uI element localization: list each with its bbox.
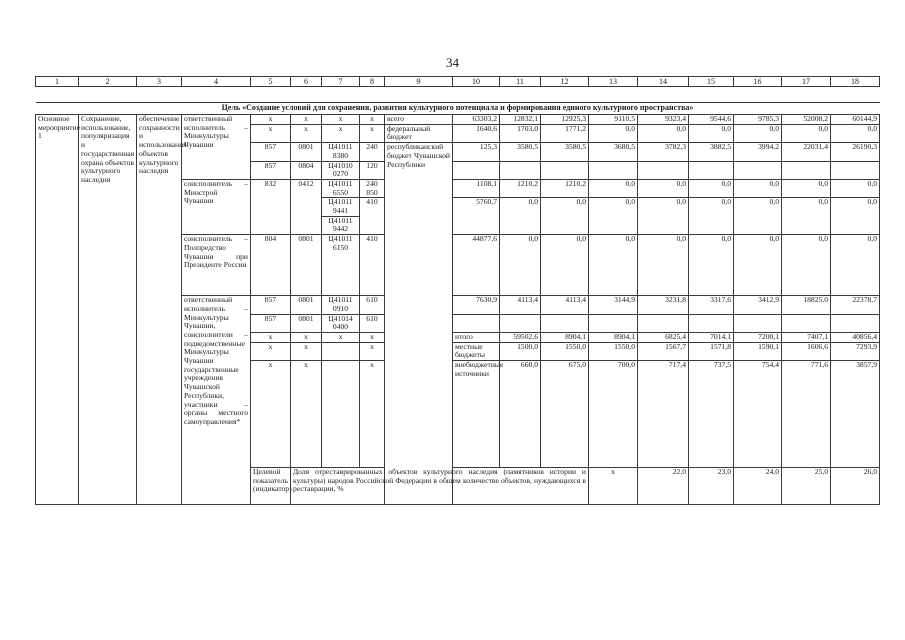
value-cell: 0,0: [734, 198, 782, 235]
value-cell: [831, 314, 880, 332]
value-cell: 1703,0: [500, 124, 541, 142]
value-cell: [541, 161, 589, 179]
col-number: 1: [36, 77, 79, 87]
executor-cell: ответственный исполнитель – Минкультуры Чувашии: [182, 115, 251, 180]
section-cell: х: [291, 361, 322, 468]
section-cell: 0801: [291, 235, 322, 296]
value-cell: 1210,2: [541, 179, 589, 197]
page-number: 34: [446, 55, 459, 70]
col-number: 3: [137, 77, 182, 87]
value-cell: 25,0: [782, 468, 831, 505]
col-number: 5: [251, 77, 291, 87]
value-cell: 0,0: [589, 198, 638, 235]
value-cell: [589, 314, 638, 332]
value-cell: 60144,9: [831, 115, 880, 125]
value-cell: 9110,5: [589, 115, 638, 125]
value-cell: 0,0: [831, 124, 880, 142]
grbs-cell: 804: [251, 235, 291, 296]
value-cell: 26,0: [831, 468, 880, 505]
value-cell: 26190,3: [831, 143, 880, 161]
value-cell: 8904,1: [541, 332, 589, 342]
value-cell: 0,0: [689, 198, 734, 235]
section-cell: 0412: [291, 179, 322, 234]
value-cell: 717,4: [638, 361, 689, 468]
value-cell: [589, 161, 638, 179]
value-cell: 0,0: [638, 124, 689, 142]
target-code-cell: Ц41010 0270: [322, 161, 360, 179]
value-cell: 22,0: [638, 468, 689, 505]
col-number: 8: [360, 77, 385, 87]
value-cell: 18825,0: [782, 296, 831, 314]
indicator-text: Доля отреставрированных объектов культурного наследия (памятников истории и культуры) народов Российской Федерации в общем количестве объектов, нуждающихся в реставрации, %: [291, 468, 589, 505]
indicator-x: х: [589, 468, 638, 505]
value-cell: 7407,1: [782, 332, 831, 342]
section-cell: 0804: [291, 161, 322, 179]
col-number: 11: [500, 77, 541, 87]
value-cell: 1500,0: [500, 342, 541, 360]
value-cell: 0,0: [831, 235, 880, 296]
value-cell: 59502,6: [500, 332, 541, 342]
value-cell: 63303,2: [453, 115, 500, 125]
expense-type-cell: 610: [360, 314, 385, 332]
source-cell: итого: [453, 332, 500, 342]
target-code-cell: Ц41011 9441: [322, 198, 360, 216]
value-cell: 12832,1: [500, 115, 541, 125]
expense-type-value: 850: [366, 187, 378, 197]
value-cell: 0,0: [831, 179, 880, 197]
value-cell: [831, 161, 880, 179]
value-cell: 0,0: [734, 124, 782, 142]
source-cell: всего: [385, 115, 453, 125]
value-cell: 9323,4: [638, 115, 689, 125]
value-cell: 3317,6: [689, 296, 734, 314]
value-cell: 22031,4: [782, 143, 831, 161]
value-cell: 0,0: [589, 124, 638, 142]
expense-type-value: 240: [366, 178, 378, 188]
target-code-cell: Ц41011 9442: [322, 216, 360, 234]
expense-type-cell: 410: [360, 235, 385, 296]
grbs-cell: 857: [251, 143, 291, 161]
value-cell: 40856,4: [831, 332, 880, 342]
value-cell: 0,0: [541, 198, 589, 235]
col-number: 12: [541, 77, 589, 87]
value-cell: 3882,5: [689, 143, 734, 161]
value-cell: 4113,4: [500, 296, 541, 314]
value-cell: [689, 314, 734, 332]
grbs-cell: 857: [251, 161, 291, 179]
value-cell: [689, 161, 734, 179]
col-number: 16: [734, 77, 782, 87]
source-cell: республиканский бюджет Чувашской Республики: [385, 143, 453, 505]
value-cell: 3412,9: [734, 296, 782, 314]
value-cell: [500, 161, 541, 179]
value-cell: 0,0: [589, 179, 638, 197]
expense-type-cell: 410: [360, 198, 385, 235]
value-cell: 737,5: [689, 361, 734, 468]
expense-type-cell: 240: [360, 143, 385, 161]
col-number: 7: [322, 77, 360, 87]
value-cell: 7293,9: [831, 342, 880, 360]
col-number: 6: [291, 77, 322, 87]
value-cell: 3144,9: [589, 296, 638, 314]
value-cell: 3580,5: [541, 143, 589, 161]
grbs-cell: х: [251, 361, 291, 468]
goal-title: Цель «Создание условий для сохранения, развития культурного потенциала и формирования единого культурного пространства»: [36, 103, 880, 115]
value-cell: 7200,1: [734, 332, 782, 342]
grbs-cell: х: [251, 332, 291, 342]
value-cell: 3994,2: [734, 143, 782, 161]
value-cell: 0,0: [638, 179, 689, 197]
value-cell: 1606,6: [782, 342, 831, 360]
value-cell: 0,0: [831, 198, 880, 235]
col-number: 4: [182, 77, 251, 87]
value-cell: 0,0: [500, 198, 541, 235]
value-cell: 1550,0: [589, 342, 638, 360]
spacer: [36, 87, 880, 103]
value-cell: [734, 314, 782, 332]
value-cell: [541, 314, 589, 332]
expense-type-cell: х: [360, 332, 385, 342]
value-cell: 3580,5: [500, 143, 541, 161]
value-cell: [734, 161, 782, 179]
table-row: [36, 115, 880, 125]
value-cell: 3857,9: [831, 361, 880, 468]
value-cell: 12925,3: [541, 115, 589, 125]
executor-cell: соисполнитель – Минстрой Чувашии: [182, 179, 251, 234]
value-cell: 8904,1: [589, 332, 638, 342]
expense-type-cell: 120: [360, 161, 385, 179]
expense-type-cell: [360, 179, 385, 197]
value-cell: 22378,7: [831, 296, 880, 314]
value-cell: 9544,6: [689, 115, 734, 125]
value-cell: 3680,5: [589, 143, 638, 161]
value-cell: 0,0: [689, 179, 734, 197]
col-number: 15: [689, 77, 734, 87]
value-cell: 1771,2: [541, 124, 589, 142]
value-cell: 0,0: [782, 198, 831, 235]
col-number: 10: [453, 77, 500, 87]
column-number-row: [36, 77, 880, 87]
value-cell: 0,0: [500, 235, 541, 296]
target-code-cell: Ц41011 8380: [322, 143, 360, 161]
expense-type-cell: х: [360, 361, 385, 468]
value-cell: [638, 161, 689, 179]
value-cell: 1567,7: [638, 342, 689, 360]
value-cell: 1640,6: [453, 124, 500, 142]
measure-task: обеспечение сохранности и использования объектов культурного наследия: [137, 115, 182, 505]
section-cell: 0801: [291, 314, 322, 332]
col-number: 14: [638, 77, 689, 87]
value-cell: 52008,2: [782, 115, 831, 125]
expense-type-cell: х: [360, 115, 385, 125]
target-code-cell: [322, 361, 360, 468]
target-code-cell: х: [322, 115, 360, 125]
col-number: 9: [385, 77, 453, 87]
grbs-cell: х: [251, 342, 291, 360]
value-cell: 7014,1: [689, 332, 734, 342]
value-cell: 0,0: [638, 198, 689, 235]
value-cell: 0,0: [541, 235, 589, 296]
value-cell: 700,0: [589, 361, 638, 468]
value-cell: [453, 161, 500, 179]
value-cell: 9785,3: [734, 115, 782, 125]
target-code-cell: Ц41011 6150: [322, 235, 360, 296]
expense-type-cell: х: [360, 124, 385, 142]
value-cell: 3782,3: [638, 143, 689, 161]
value-cell: 0,0: [782, 235, 831, 296]
value-cell: 0,0: [734, 179, 782, 197]
measure-name: Сохранение, использование, популяризация и государственная охрана объектов культурного наследия: [79, 115, 137, 505]
target-code-cell: х: [322, 332, 360, 342]
value-cell: [638, 314, 689, 332]
value-cell: 6825,4: [638, 332, 689, 342]
grbs-cell: х: [251, 124, 291, 142]
value-cell: 1108,1: [453, 179, 500, 197]
executor-cell: ответственный исполнитель – Минкультуры Чувашии, соисполнители – подведомственные Минкультуры Чувашии государственные учреждения Чувашской Республики, участники – органы местного самоуправления*: [182, 296, 251, 505]
value-cell: 125,3: [453, 143, 500, 161]
section-cell: 0801: [291, 296, 322, 314]
col-number: 17: [782, 77, 831, 87]
target-code-cell: х: [322, 124, 360, 142]
col-number: 13: [589, 77, 638, 87]
value-cell: 1550,0: [541, 342, 589, 360]
value-cell: 675,0: [541, 361, 589, 468]
target-code-cell: Ц41014 0400: [322, 314, 360, 332]
value-cell: 0,0: [782, 179, 831, 197]
target-code-cell: Ц41011 0910: [322, 296, 360, 314]
value-cell: [782, 314, 831, 332]
value-cell: 0,0: [782, 124, 831, 142]
value-cell: 771,6: [782, 361, 831, 468]
expense-type-cell: х: [360, 342, 385, 360]
value-cell: 0,0: [638, 235, 689, 296]
measure-label: Основное мероприятие 1: [36, 115, 79, 505]
col-number: 18: [831, 77, 880, 87]
source-cell: федеральный бюджет: [385, 124, 453, 142]
value-cell: 23,0: [689, 468, 734, 505]
section-cell: х: [291, 342, 322, 360]
value-cell: 1590,1: [734, 342, 782, 360]
value-cell: 1571,8: [689, 342, 734, 360]
value-cell: 754,4: [734, 361, 782, 468]
expense-type-cell: 610: [360, 296, 385, 314]
value-cell: [782, 161, 831, 179]
value-cell: 660,0: [500, 361, 541, 468]
value-cell: 0,0: [689, 124, 734, 142]
target-code-cell: Ц41011 6550: [322, 179, 360, 197]
value-cell: 44877,6: [453, 235, 500, 296]
grbs-cell: х: [251, 115, 291, 125]
program-table: [35, 76, 880, 505]
value-cell: 3231,8: [638, 296, 689, 314]
value-cell: 0,0: [589, 235, 638, 296]
grbs-cell: 857: [251, 314, 291, 332]
value-cell: 0,0: [689, 235, 734, 296]
section-cell: х: [291, 124, 322, 142]
value-cell: 7630,9: [453, 296, 500, 314]
value-cell: 1210,2: [500, 179, 541, 197]
section-cell: х: [291, 115, 322, 125]
col-number: 2: [79, 77, 137, 87]
section-cell: 0801: [291, 143, 322, 161]
grbs-cell: 857: [251, 296, 291, 314]
value-cell: 4113,4: [541, 296, 589, 314]
grbs-cell: 832: [251, 179, 291, 234]
value-cell: 5760,7: [453, 198, 500, 235]
source-cell: внебюджетные источники: [453, 361, 500, 468]
indicator-label: Целевой показатель (индикатор): [251, 468, 291, 505]
target-code-cell: [322, 342, 360, 360]
value-cell: 0,0: [734, 235, 782, 296]
value-cell: [453, 314, 500, 332]
value-cell: [500, 314, 541, 332]
executor-cell: соисполнитель – Полпредство Чувашии при Президенте России: [182, 235, 251, 296]
source-cell: местные бюджеты: [453, 342, 500, 360]
value-cell: 24,0: [734, 468, 782, 505]
section-cell: х: [291, 332, 322, 342]
